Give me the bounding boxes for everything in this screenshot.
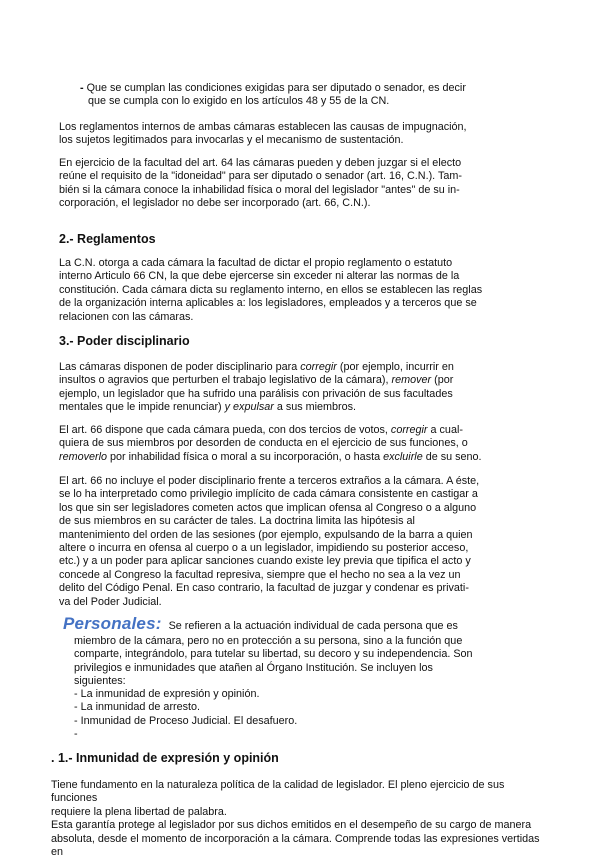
list-item: - Inmunidad de Proceso Judicial. El desafuero.	[74, 714, 298, 727]
personales-intro	[63, 614, 486, 633]
paragraph-poder-1: Las cámaras disponen de poder disciplinario para corregir (por ejemplo, incurrir en insultos o agravios que perturben el trabajo legislativo de la cámara), remover (por ejemplo, un legislador que ha sufrido una parálisis con privación de sus facultades mentales que le impide renunciar) y expulsar a sus miembros.	[59, 361, 454, 414]
bullet-line: - Que se cumplan las condiciones exigidas para ser diputado o senador, es decir	[80, 82, 466, 94]
list-item: - La inmunidad de arresto.	[74, 701, 201, 714]
paragraph-inmunidad: Tiene fundamento en la naturaleza política de la calidad de legislador. El pleno ejercicio de sus funciones requiere la plena libertad de palabra. Esta garantía protege al legislador por sus dichos emitidos en el desempeño de su cargo de manera absoluta, desde el momento de incorporación a la cámara. Comprende todas las expresiones vertidas en	[51, 779, 540, 859]
bullet-line: que se cumpla con lo exigido en los artículos 48 y 55 de la CN.	[88, 95, 390, 108]
intro-bullet	[80, 82, 486, 109]
bullet-dash: -	[80, 82, 84, 94]
heading-inmunidad: . 1.- Inmunidad de expresión y opinión	[51, 751, 279, 765]
personales-title: Personales:	[63, 614, 162, 633]
personales-first-line: Se refieren a la actuación individual de cada persona que es	[168, 620, 458, 632]
heading-poder-disciplinario: 3.- Poder disciplinario	[59, 334, 190, 348]
paragraph-reglamentos-internos: Los reglamentos internos de ambas cámaras establecen las causas de impugnación, los sujetos legitimados para invocarlas y el mecanismo de sustentación.	[59, 121, 467, 147]
paragraph-art64: En ejercicio de la facultad del art. 64 las cámaras pueden y deben juzgar si el electo reúne el requisito de la "idoneidad" para ser diputado o senador (art. 16, C.N.). Tam- bién si la cámara conoce la inhabilidad física o moral del legislador "antes" de su in- corporación, el legislador no debe ser incorporado (art. 66, C.N.).	[59, 157, 462, 210]
paragraph-poder-3: El art. 66 no incluye el poder disciplinario frente a terceros extraños a la cámara. A éste, se lo ha interpretado como privilegio implícito de cada cámara consistente en castigar a los que sin ser legisladores cometen actos que implican ofensa al Congreso o a alguno de sus miembros en su carácter de tales. La doctrina limita las hipótesis al mantenimiento del orden de las sesiones (por ejemplo, expulsando de la barra a quien altere o incurra en ofensa al cuerpo o a un legislador, impidiendo su posterior acceso, etc.) y a un poder para aplicar sanciones cuando existe ley previa que tipifica el acto y concede al Congreso la facultad represiva, siempre que el hecho no sea a la vez un delito del Código Penal. En caso contrario, la facultad de juzgar y condenar es privati- va del Poder Judicial.	[59, 475, 480, 608]
list-item: -	[74, 728, 78, 741]
paragraph-poder-2: El art. 66 dispone que cada cámara pueda, con dos tercios de votos, corregir a cual- quiera de sus miembros por desorden de conducta en el ejercicio de sus funciones, o removerlo por inhabilidad física o moral a su incorporación, o hasta excluirle de su seno.	[59, 424, 482, 463]
paragraph-reglamentos: La C.N. otorga a cada cámara la facultad de dictar el propio reglamento o estatuto interno Articulo 66 CN, la que debe ejercerse sin exceder ni alterar las normas de la constitución. Cada cámara dicta su reglamento interno, en ellos se establecen las reglas de la organización interna aplicables a: los legisladores, empleados y a terceros que se relacionen con las cámaras.	[59, 257, 483, 323]
personales-body: miembro de la cámara, pero no en protección a su persona, sino a la función que comparte, integrándolo, para tutelar su libertad, su decoro y su independencia. Son privilegios e inmunidades que atañen al Órgano Institución. Se incluyen los siguientes:	[74, 635, 473, 688]
heading-reglamentos: 2.- Reglamentos	[59, 232, 156, 246]
personales-list	[74, 688, 486, 742]
list-item: - La inmunidad de expresión y opinión.	[74, 688, 260, 700]
